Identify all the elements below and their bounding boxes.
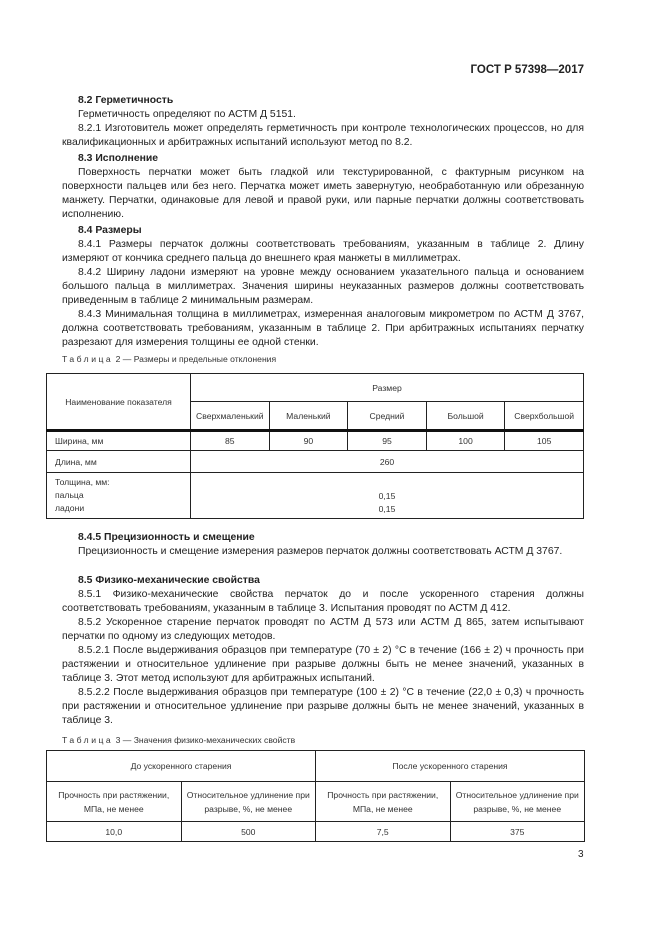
- cell: 95: [348, 431, 427, 451]
- section-8-5: [62, 574, 584, 728]
- group-header: До ускоренного старения: [47, 751, 316, 782]
- caption-text: 3 — Значения физико-механических свойств: [113, 735, 296, 745]
- section-heading: 8.4 Размеры: [78, 225, 142, 236]
- cell: 85: [191, 431, 270, 451]
- paragraph: 8.5.1 Физико-механические свойства перчаток до и после ускоренного старения должны соответствовать требованиям, указанным в таблице 3. Испытания проводят по АСТМ Д 412.: [62, 589, 584, 614]
- paragraph: 8.2.1 Изготовитель может определять герметичность при контроле технологических процессов, но для квалификационных и арбитражных испытаний используют метод по 8.2.: [62, 123, 584, 148]
- group-header: После ускоренного старения: [316, 751, 585, 782]
- row-label: Длина, мм: [47, 451, 191, 473]
- label: пальца: [55, 490, 84, 500]
- section-8-3: [62, 152, 584, 222]
- paragraph: Прецизионность и смещение измерения размеров перчаток должны соответствовать АСТМ Д 3767.: [78, 546, 563, 557]
- column-header: Наименование показателя: [47, 374, 191, 431]
- section-heading: 8.3 Исполнение: [78, 153, 159, 164]
- table-row: [47, 473, 584, 519]
- column-header: Прочность при растяжении, МПа, не менее: [316, 782, 451, 822]
- table-2-caption: [62, 354, 276, 364]
- paragraph: 8.5.2.1 После выдерживания образцов при температуре (70 ± 2) °С в течение (166 ± 2) ч прочность при растяжении и относительное удлинение при разрыве должны быть не менее значений, указанных в таблице 3. Этот метод используют для арбитражных испытаний.: [62, 645, 584, 684]
- paragraph: Поверхность перчатки может быть гладкой или текстурированной, с фактурным рисунком на поверхности пальцев или без него. Перчатка может иметь завернутую, необработанную или обрезанную манжету. Перчатки, одинаковые для левой и правой руки, или парные перчатки должны соответствовать исполнению.: [62, 167, 584, 220]
- section-8-2: [62, 94, 584, 150]
- cell: 260: [191, 451, 584, 473]
- paragraph: 8.5.2 Ускоренное старение перчаток проводят по АСТМ Д 573 или АСТМ Д 865, затем испытывают перчатки по одному из следующих методов.: [62, 617, 584, 642]
- row-label: Ширина, мм: [47, 431, 191, 451]
- column-header: Прочность при растяжении, МПа, не менее: [47, 782, 182, 822]
- paragraph: 8.4.3 Минимальная толщина в миллиметрах, измеренная аналоговым микрометром по АСТМ Д 3767, должна соответствовать требованиям, указанным в таблице 2. При арбитражных испытаниях перчатку разрезают для измерения толщины ее одной стенки.: [62, 309, 584, 348]
- size-header: Средний: [348, 402, 427, 431]
- label: Толщина, мм:: [55, 477, 110, 487]
- section-heading: 8.2 Герметичность: [78, 95, 174, 106]
- column-header: Относительное удлинение при разрыве, %, не менее: [450, 782, 585, 822]
- table-row: [47, 451, 584, 473]
- table-row: [47, 431, 584, 451]
- row-label: [47, 473, 191, 519]
- size-header: Сверхбольшой: [505, 402, 584, 431]
- paragraph: 8.4.2 Ширину ладони измеряют на уровне между основанием указательного пальца и основанием большого пальца в миллиметрах. Значения ширины неуказанных размеров должны соответствовать приведенным в таблице 2 минимальным размерам.: [62, 267, 584, 306]
- table-2: [46, 373, 584, 519]
- paragraph: 8.4.1 Размеры перчаток должны соответствовать требованиям, указанным в таблице 2. Длину измеряют от кончика среднего пальца до внешнего края манжеты в миллиметрах.: [62, 239, 584, 264]
- cell: 100: [426, 431, 505, 451]
- table-3-caption: [62, 735, 295, 745]
- label: ладони: [55, 503, 85, 513]
- cell: 500: [181, 822, 316, 842]
- cell: 375: [450, 822, 585, 842]
- cell: 105: [505, 431, 584, 451]
- value: 0,15: [378, 491, 396, 501]
- group-header: Размер: [191, 374, 584, 402]
- caption-text: 2 — Размеры и предельные отклонения: [113, 354, 277, 364]
- caption-prefix: Таблица: [62, 354, 114, 364]
- cell: 90: [269, 431, 348, 451]
- standard-header: ГОСТ Р 57398—2017: [470, 64, 584, 76]
- section-8-4-5: [62, 531, 584, 559]
- paragraph: 8.5.2.2 После выдерживания образцов при температуре (100 ± 2) °С в течение (22,0 ± 0,3) ч прочность при растяжении и относительное удлинение при разрыве должны быть не менее значений, указанных в таблице 3.: [62, 687, 584, 726]
- table-3: [46, 750, 585, 842]
- size-header: Маленький: [269, 402, 348, 431]
- cell: 7,5: [316, 822, 451, 842]
- value: 0,15: [378, 504, 396, 514]
- size-header: Большой: [426, 402, 505, 431]
- size-header: Сверхмаленький: [191, 402, 270, 431]
- column-header: Относительное удлинение при разрыве, %, не менее: [181, 782, 316, 822]
- page-number: 3: [578, 849, 584, 860]
- paragraph: Герметичность определяют по АСТМ Д 5151.: [78, 109, 296, 120]
- cell: 10,0: [47, 822, 182, 842]
- caption-prefix: Таблица: [62, 735, 114, 745]
- section-heading: 8.4.5 Прецизионность и смещение: [78, 532, 255, 543]
- section-heading: 8.5 Физико-механические свойства: [78, 575, 260, 586]
- table-row: [47, 822, 585, 842]
- section-8-4: [62, 224, 584, 350]
- cell: [191, 473, 584, 519]
